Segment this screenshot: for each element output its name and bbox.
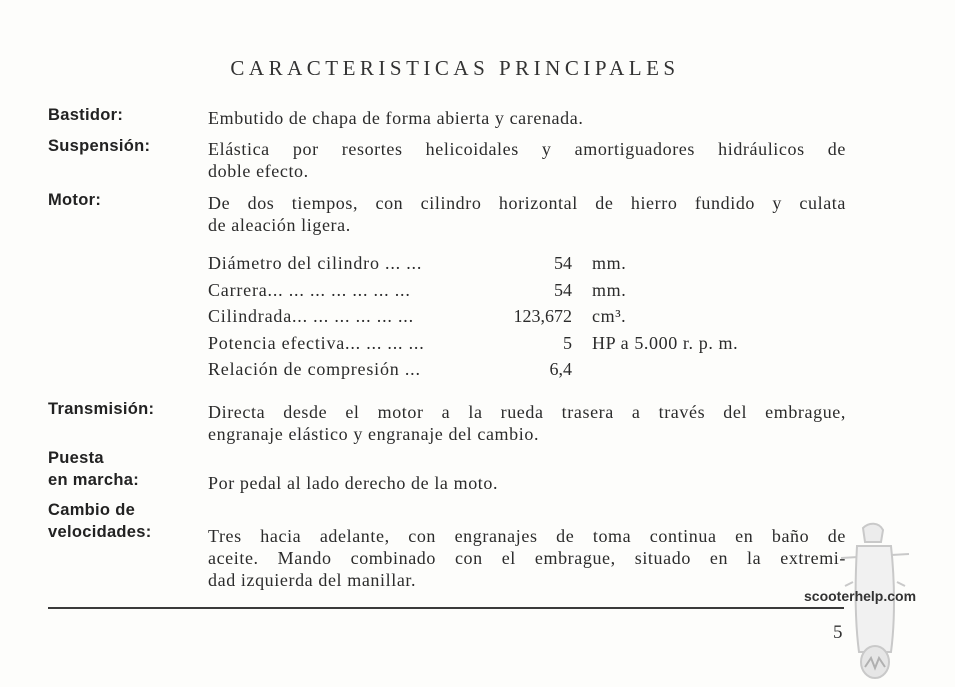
text-motor-line-1: De dos tiempos, con cilindro horizontal de hierro fundido y culata [208,193,846,213]
watermark-text[interactable]: scooterhelp.com [804,588,917,604]
spec-unit: mm. [592,280,627,300]
spec-name: Cilindrada... ... ... ... ... ... [208,306,414,326]
label-puesta-line-2: en marcha: [48,471,140,489]
bottom-rule [48,607,844,609]
text-suspension-line-2: doble efecto. [208,161,309,181]
spec-value: 54 [554,280,572,300]
spec-name: Relación de compresión ... [208,359,421,379]
spec-value: 5 [563,333,572,353]
spec-name: Carrera... ... ... ... ... ... ... [208,280,411,300]
text-suspension [208,138,846,182]
text-cambio-line-3: dad izquierda del manillar. [208,570,417,590]
spec-unit: cm³. [592,306,627,326]
text-cambio-line-2: aceite. Mando combinado con el embrague, situado en la extremi- [208,548,846,568]
text-puesta-en-marcha [208,472,846,494]
text-motor-line-2: de aleación ligera. [208,215,351,235]
label-cambio-line-1: Cambio de [48,501,136,519]
text-puesta-line: Por pedal al lado derecho de la moto. [208,473,499,493]
page-title: CARACTERISTICAS PRINCIPALES [230,56,680,80]
text-transmision-line-1: Directa desde el motor a la rueda trasera a través del embrague, [208,402,846,422]
label-cambio-de-velocidades [48,499,152,543]
text-suspension-line-1: Elástica por resortes helicoidales y amortiguadores hidráulicos de [208,139,846,159]
spec-value: 54 [554,253,572,273]
spec-name: Diámetro del cilindro ... ... [208,253,423,273]
text-bastidor-line: Embutido de chapa de forma abierta y carenada. [208,108,584,128]
label-bastidor: Bastidor: [48,106,124,124]
spec-value: 123,672 [513,306,572,326]
spec-unit: HP a 5.000 r. p. m. [592,333,739,353]
spec-value: 6,4 [549,359,572,379]
text-cambio-line-1: Tres hacia adelante, con engranajes de toma continua en baño de [208,526,846,546]
label-puesta-line-1: Puesta [48,449,104,467]
label-puesta-en-marcha [48,447,139,491]
spec-name: Potencia efectiva... ... ... ... [208,333,425,353]
text-motor [208,192,846,236]
spec-unit: mm. [592,253,627,273]
text-transmision-line-2: engranaje elástico y engranaje del cambio. [208,424,540,444]
label-motor: Motor: [48,191,102,209]
text-transmision [208,401,846,445]
label-transmision: Transmisión: [48,400,155,418]
text-bastidor [208,107,846,129]
text-cambio-de-velocidades [208,525,846,591]
page-number: 5 [833,622,843,643]
label-cambio-line-2: velocidades: [48,523,152,541]
label-suspension: Suspensión: [48,137,151,155]
